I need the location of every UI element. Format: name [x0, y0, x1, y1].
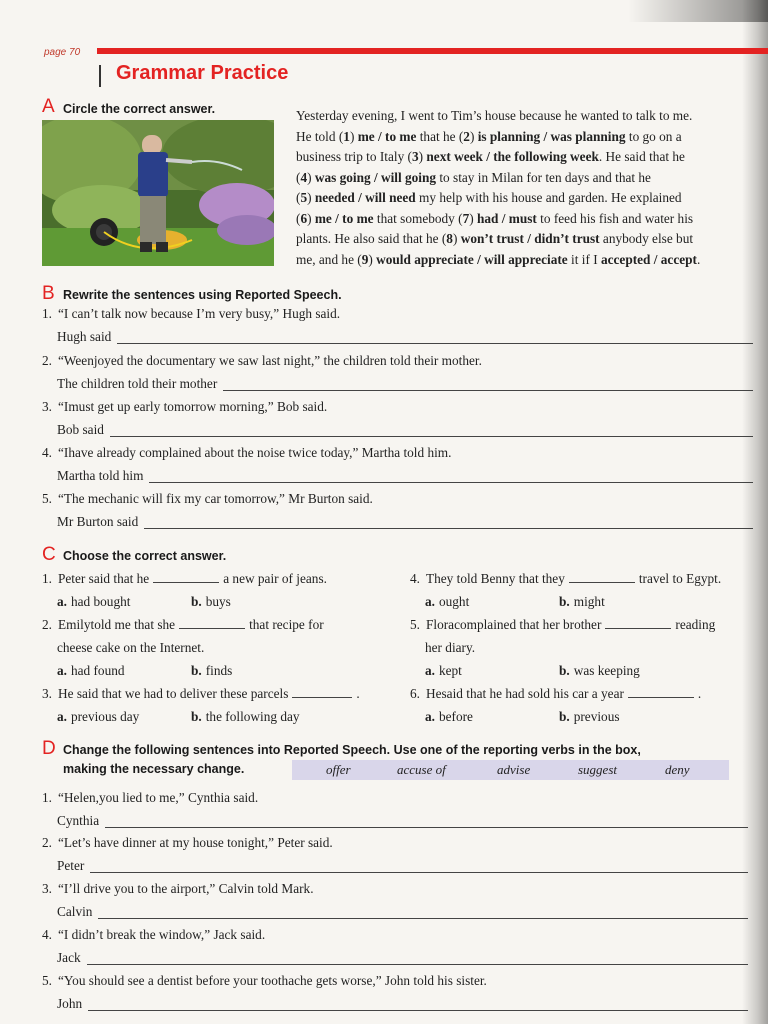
question-text: Hesaid that he had sold his car a year — [426, 686, 624, 701]
option-a[interactable] — [425, 594, 469, 610]
paragraph-text: plants. He also said that he ( — [296, 231, 447, 246]
option-b-label: b. — [559, 594, 570, 609]
option-b[interactable] — [191, 594, 231, 610]
answer-choice[interactable]: would appreciate / will appreciate — [376, 251, 568, 267]
answer-lead: Jack — [57, 950, 81, 965]
option-a[interactable] — [57, 663, 125, 679]
answer-choice[interactable]: next week / the following week — [426, 149, 599, 164]
answer-blank[interactable] — [628, 686, 694, 698]
item-number: 2. — [42, 835, 52, 850]
paragraph-line — [296, 229, 762, 250]
question-text: . — [356, 686, 360, 701]
gardener-photo — [42, 120, 274, 266]
quote-text: “The mechanic will fix my car tomorrow,” Mr Burton said. — [58, 491, 373, 506]
choice-question — [42, 571, 327, 587]
page-title: Grammar Practice — [116, 62, 289, 84]
answer-lead: Bob said — [57, 422, 104, 437]
option-a-text: had bought — [70, 594, 131, 609]
paragraph-text: to feed his fish and water his — [536, 210, 694, 226]
paragraph-text: ( — [296, 210, 301, 226]
item-number: 6. — [410, 686, 420, 701]
item-number: 5. — [410, 617, 420, 632]
option-b[interactable] — [559, 594, 605, 610]
paragraph-text: to go on a — [625, 128, 682, 144]
paragraph-text: Yesterday evening, I went to Tim’s house because he wanted to talk to me. — [296, 108, 693, 123]
paragraph-text: . He said that he — [598, 149, 685, 164]
option-a-text: ought — [438, 594, 470, 609]
section-a-heading: Circle the correct answer. — [63, 102, 216, 116]
answer-blank[interactable] — [292, 686, 352, 698]
paragraph-text: ) — [349, 128, 358, 144]
quote-text: “I’ll drive you to the airport,” Calvin told Mark. — [58, 881, 314, 896]
answer-choice[interactable]: was going / will going — [314, 169, 437, 185]
item-number: 3. — [42, 399, 52, 414]
paragraph-text: that somebody ( — [373, 210, 463, 226]
quote-text: “Weenjoyed the documentary we saw last night,” the children told their mother. — [58, 353, 482, 368]
item-number: 2. — [42, 617, 52, 632]
answer-choice[interactable]: me / to me — [314, 210, 374, 226]
option-b-text: the following day — [205, 709, 300, 724]
paragraph-text: ( — [296, 190, 301, 205]
quote-text: “I can’t talk now because I’m very busy,” Hugh said. — [58, 306, 341, 321]
question-text: travel to Egypt. — [638, 571, 722, 586]
item-number: 5. — [42, 491, 52, 506]
verb-suggest: suggest — [578, 762, 617, 777]
option-b-text: buys — [205, 594, 231, 609]
answer-lead: Cynthia — [57, 813, 100, 828]
paragraph-text: ) — [469, 128, 478, 144]
paragraph-line — [296, 209, 762, 230]
question-text: He said that we had to deliver these parcels — [58, 686, 289, 701]
answer-line[interactable] — [88, 1010, 748, 1011]
option-b-text: previous — [573, 709, 620, 724]
section-c-heading: Choose the correct answer. — [63, 549, 227, 563]
exercise-prompt — [42, 491, 373, 507]
answer-line[interactable] — [110, 436, 753, 437]
paragraph-text: . — [696, 251, 701, 267]
option-b[interactable] — [191, 709, 300, 725]
option-a-text: before — [438, 709, 473, 724]
quote-text: “Helen,you lied to me,” Cynthia said. — [58, 790, 259, 805]
question-text: Peter said that he — [58, 571, 150, 586]
option-b-label: b. — [559, 709, 570, 724]
quote-text: “You should see a dentist before your toothache gets worse,” John told his sister. — [58, 973, 487, 988]
paragraph-line — [296, 168, 762, 189]
answer-choice[interactable]: 3 — [411, 149, 419, 164]
option-a-text: kept — [438, 663, 462, 678]
verb-advise: advise — [497, 762, 531, 777]
question-text: Emilytold me that she — [58, 617, 176, 632]
paragraph-text: ) — [307, 169, 315, 185]
question-text: reading — [675, 617, 716, 632]
section-a-letter: A — [42, 96, 55, 117]
paragraph-line — [296, 106, 762, 127]
section-b-heading: Rewrite the sentences using Reported Speech. — [63, 288, 342, 302]
exercise-prompt — [42, 790, 258, 806]
option-b-label: b. — [191, 709, 202, 724]
paragraph-text: ) — [418, 149, 427, 164]
paragraph-text: business trip to Italy ( — [296, 149, 412, 164]
answer-lead: Mr Burton said — [57, 514, 139, 529]
option-a-label: a. — [57, 709, 67, 724]
exercise-prompt — [42, 881, 314, 897]
verb-offer: offer — [326, 762, 351, 777]
option-b-text: was keeping — [573, 663, 640, 678]
answer-blank[interactable] — [153, 571, 219, 583]
item-number: 2. — [42, 353, 52, 368]
item-number: 3. — [42, 686, 52, 701]
answer-choice[interactable]: 9 — [361, 251, 369, 267]
question-text: They told Benny that they — [426, 571, 565, 586]
paragraph-text: ) — [307, 210, 315, 226]
option-a[interactable] — [57, 709, 139, 725]
option-a-label: a. — [57, 663, 67, 678]
item-number: 4. — [410, 571, 420, 586]
answer-blank[interactable] — [569, 571, 635, 583]
paragraph-text: to stay in Milan for ten days and that he — [436, 169, 651, 185]
paragraph-text: my help with his house and garden. He explained — [415, 190, 682, 205]
answer-choice[interactable]: had / must — [477, 210, 537, 226]
option-a-label: a. — [57, 594, 67, 609]
paragraph-text: ) — [452, 231, 461, 246]
header-rule — [97, 48, 768, 54]
answer-lead: Calvin — [57, 904, 93, 919]
paragraph-text: ( — [296, 169, 301, 185]
exercise-prompt — [42, 445, 451, 461]
section-c-letter: C — [42, 544, 56, 565]
section-d-heading-line1: Change the following sentences into Reported Speech. Use one of the reporting verbs in the box, — [63, 743, 641, 757]
option-a-label: a. — [425, 709, 435, 724]
item-number: 4. — [42, 445, 52, 460]
choice-question — [42, 686, 360, 702]
choice-question — [410, 617, 715, 633]
paragraph-text: it if I — [567, 251, 601, 267]
option-b-text: finds — [205, 663, 233, 678]
answer-blank[interactable] — [179, 617, 245, 629]
item-number: 5. — [42, 973, 52, 988]
answer-choice[interactable]: 5 — [300, 190, 308, 205]
question-continuation: her diary. — [425, 640, 476, 655]
answer-lead: Peter — [57, 858, 85, 873]
choice-question — [410, 686, 701, 702]
answer-choice[interactable]: 8 — [446, 231, 453, 246]
quote-text: “Ihave already complained about the noise twice today,” Martha told him. — [58, 445, 452, 460]
option-b-text: might — [573, 594, 605, 609]
question-text: a new pair of jeans. — [223, 571, 327, 586]
paragraph-text: me, and he ( — [296, 251, 362, 267]
exercise-prompt — [42, 835, 333, 851]
answer-line[interactable] — [87, 964, 748, 965]
section-a-paragraph — [296, 106, 762, 270]
paragraph-text: ) — [368, 251, 377, 267]
answer-choice[interactable]: needed / will need — [314, 190, 416, 205]
answer-choice[interactable]: 4 — [300, 169, 308, 185]
answer-choice[interactable]: me / to me — [357, 128, 417, 144]
option-b-label: b. — [191, 594, 202, 609]
answer-choice[interactable]: won’t trust / didn’t trust — [460, 231, 600, 246]
exercise-prompt — [42, 399, 327, 415]
item-number: 1. — [42, 571, 52, 586]
paragraph-text: ) — [307, 190, 315, 205]
answer-choice[interactable]: 2 — [463, 128, 470, 144]
paragraph-line — [296, 127, 762, 148]
paragraph-line — [296, 250, 762, 271]
item-number: 1. — [42, 306, 52, 321]
page-number: page 70 — [44, 47, 81, 58]
answer-line[interactable] — [105, 827, 748, 828]
answer-line[interactable] — [223, 390, 753, 391]
option-a-text: had found — [70, 663, 125, 678]
paragraph-text: that he ( — [416, 128, 464, 144]
choice-question — [42, 617, 324, 633]
paragraph-text: anybody else but — [599, 231, 694, 246]
option-b-label: b. — [559, 663, 570, 678]
answer-line[interactable] — [98, 918, 748, 919]
paragraph-line — [296, 147, 762, 168]
paragraph-text: He told ( — [296, 128, 344, 144]
paragraph-line — [296, 188, 762, 209]
answer-lead: The children told their mother — [57, 376, 218, 391]
answer-choice[interactable]: is planning / was planning — [477, 128, 626, 144]
section-b-letter: B — [42, 283, 55, 304]
answer-choice[interactable]: 6 — [300, 210, 308, 226]
exercise-prompt — [42, 927, 265, 943]
answer-line[interactable] — [144, 528, 753, 529]
option-a[interactable] — [425, 663, 462, 679]
option-a-label: a. — [425, 594, 435, 609]
answer-lead: John — [57, 996, 83, 1011]
answer-line[interactable] — [149, 482, 753, 483]
item-number: 3. — [42, 881, 52, 896]
option-b[interactable] — [559, 663, 640, 679]
question-text: Floracomplained that her brother — [426, 617, 602, 632]
section-d-letter: D — [42, 738, 56, 759]
option-b-label: b. — [191, 663, 202, 678]
option-b[interactable] — [559, 709, 620, 725]
option-a[interactable] — [425, 709, 473, 725]
quote-text: “I didn’t break the window,” Jack said. — [58, 927, 266, 942]
section-d-heading-line2: making the necessary change. — [63, 762, 245, 776]
answer-choice[interactable]: 1 — [343, 128, 350, 144]
option-a-label: a. — [425, 663, 435, 678]
verb-deny: deny — [665, 762, 690, 777]
exercise-prompt — [42, 973, 487, 989]
verb-accuse-of: accuse of — [397, 762, 446, 777]
question-text: . — [697, 686, 702, 701]
question-text: that recipe for — [249, 617, 324, 632]
answer-choice[interactable]: accepted / accept — [600, 251, 697, 267]
answer-line[interactable] — [117, 343, 753, 344]
choice-question — [410, 571, 721, 587]
exercise-prompt — [42, 353, 482, 369]
answer-line[interactable] — [90, 872, 748, 873]
answer-blank[interactable] — [605, 617, 671, 629]
quote-text: “Imust get up early tomorrow morning,” Bob said. — [58, 399, 328, 414]
title-bar — [99, 65, 101, 87]
item-number: 4. — [42, 927, 52, 942]
paragraph-text: ) — [469, 210, 477, 226]
exercise-prompt — [42, 306, 340, 322]
answer-choice[interactable]: 7 — [462, 210, 470, 226]
answer-lead: Hugh said — [57, 329, 112, 344]
option-b[interactable] — [191, 663, 232, 679]
item-number: 1. — [42, 790, 52, 805]
answer-lead: Martha told him — [57, 468, 144, 483]
question-continuation: cheese cake on the Internet. — [57, 640, 205, 655]
quote-text: “Let’s have dinner at my house tonight,” Peter said. — [58, 835, 333, 850]
option-a-text: previous day — [70, 709, 140, 724]
option-a[interactable] — [57, 594, 130, 610]
gardener-illustration — [42, 120, 274, 266]
